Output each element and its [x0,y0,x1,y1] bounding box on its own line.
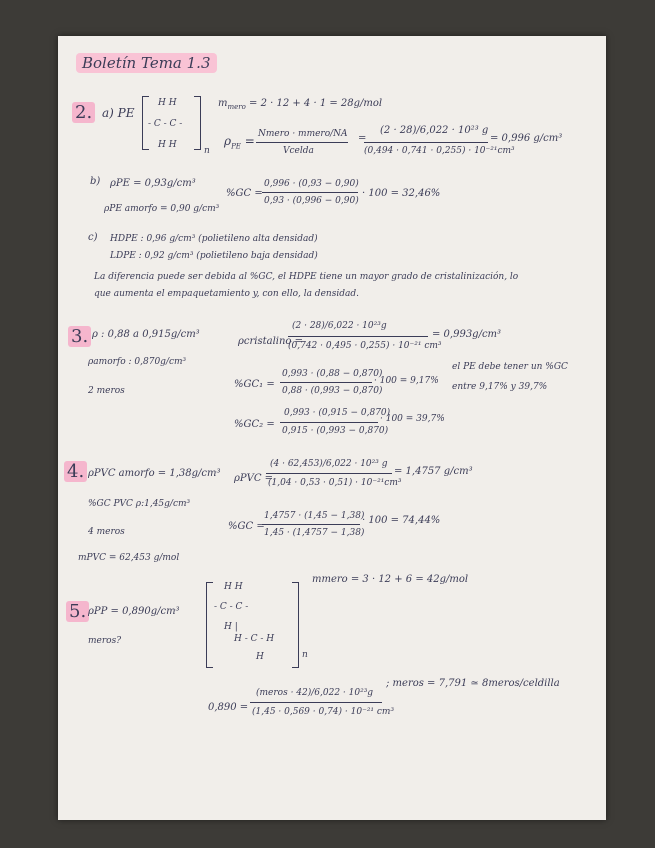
q4-gc-den: 1,45 · (1,4757 − 1,38) [264,528,365,538]
fraction-bar [288,336,428,337]
q2b-num: 0,996 · (0,93 − 0,90) [264,179,359,189]
q2-frac2-den: (0,494 · 0,741 · 0,255) · 10⁻²¹cm³ [364,146,515,156]
fraction-bar [262,524,360,525]
q3-gc2-label: %GC₂ = [234,419,275,430]
q3-gc1-result: · 100 = 9,17% [374,376,439,386]
q3-meros: 2 meros [88,386,125,396]
q3-gc2-den: 0,915 · (0,993 − 0,870) [282,426,389,436]
q3-cris-result: = 0,993g/cm³ [432,329,502,340]
q2b-den: 0,93 · (0,996 − 0,90) [264,196,359,206]
q5-meros-question: meros? [88,636,122,646]
q3-gc2-result: · 100 = 39,7% [380,414,445,424]
question-3-number: 3. [68,326,91,347]
q4-gc-label: %GC = [228,521,265,532]
q2-frac2-num: (2 · 28)/6,022 · 10²³ g [380,125,489,136]
q2b-rho: ρPE = 0,93g/cm³ [110,178,196,189]
q3-cris-num: (2 · 28)/6,022 · 10²³g [292,321,387,331]
q4-gc-num: 1,4757 · (1,45 − 1,38) [264,511,365,521]
q2-mmero: $m_{mero} = 2 \cdot 12 + 4 \cdot 1 = 28g/mol$ [218,98,383,111]
q5-mmero: mmero = 3 · 12 + 6 = 42g/mol [312,574,469,585]
q2c-ldpe: LDPE : 0,92 g/cm³ (polietileno baja densidad) [110,251,318,261]
q2-eq2: = [358,133,367,144]
q5-result: ; meros = 7,791 ≃ 8meros/celdilla [386,678,560,689]
q4-gc-result: · 100 = 74,44% [362,515,441,526]
pp-structure-r2: - C - C - [214,602,249,612]
pp-structure-r1: H H [224,582,243,592]
q3-amorfo: ρamorfo : 0,870g/cm³ [88,357,187,367]
fraction-bar [262,192,358,193]
pp-structure-sub: n [302,650,308,660]
q2-frac1-num: Nmero · mmero/NA [258,129,348,139]
q4-result: = 1,4757 g/cm³ [394,466,473,477]
fraction-bar [280,422,378,423]
q2c-text-1: La diferencia puede ser debida al %GC, el HDPE tiene un mayor grado de cristalinización, lo [94,272,519,282]
page-title: Boletín Tema 1.3 [76,54,217,72]
notebook-page [58,36,606,820]
fraction-bar [256,142,348,143]
q2-rho-label: $\rho_{PE}$ = [224,134,255,151]
q2a-label: a) PE [102,106,135,120]
pp-structure-r5: H [256,652,264,662]
q2c-text-2: que aumenta el empaquetamiento y, con ello, la densidad. [94,289,359,299]
q2b-gc-label: %GC = [226,188,263,199]
bracket-right [194,96,201,150]
pp-structure-r4: H - C - H [234,634,275,644]
q4-mpvc: mPVC = 62,453 g/mol [78,553,180,563]
q2c-label: c) [88,232,98,243]
q4-meros: 4 meros [88,527,125,537]
q2-result: = 0,996 g/cm³ [490,133,563,144]
pe-structure-mid: - C - C - [148,119,183,129]
fraction-bar [280,382,372,383]
question-5-number: 5. [66,601,89,622]
q2b-amorfo: ρPE amorfo = 0,90 g/cm³ [104,204,220,214]
q5-den: (1,45 · 0,569 · 0,74) · 10⁻²¹ cm³ [252,707,395,717]
q5-rho: ρPP = 0,890g/cm³ [88,606,180,617]
q4-gc-pvc: %GC PVC ρ:1,45g/cm³ [88,499,191,509]
fraction-bar [250,702,382,703]
pe-structure-sub: n [204,146,210,156]
q2-frac1-den: Vcelda [283,146,314,156]
q4-den: (1,04 · 0,53 · 0,51) · 10⁻²¹cm³ [268,478,402,488]
q4-rho-amorfo: ρPVC amorfo = 1,38g/cm³ [88,468,221,479]
q3-gc1-den: 0,88 · (0,993 − 0,870) [282,386,383,396]
q3-cris-label: ρcristalino = [238,336,303,347]
q4-num: (4 · 62,453)/6,022 · 10²³ g [270,459,388,469]
q3-gc2-num: 0,993 · (0,915 − 0,870) [284,408,391,418]
q3-gc1-label: %GC₁ = [234,379,275,390]
q3-note-1: el PE debe tener un %GC [452,362,568,372]
q2b-label: b) [90,176,101,187]
q3-cris-den: (0,742 · 0,495 · 0,255) · 10⁻²¹ cm³ [288,341,442,351]
pp-structure-r3: H | [224,622,238,632]
question-4-number: 4. [64,461,87,482]
pe-structure-top: H H [158,98,177,108]
question-2-number: 2. [72,102,95,123]
bracket-left [206,582,213,668]
q5-lhs: 0,890 = [208,702,249,713]
fraction-bar [364,142,488,143]
bracket-right [292,582,299,668]
q2c-hdpe: HDPE : 0,96 g/cm³ (polietileno alta densidad) [110,234,318,244]
q2b-result: · 100 = 32,46% [362,188,441,199]
q4-rho-label: ρPVC = [234,473,274,484]
q3-rho: ρ : 0,88 a 0,915g/cm³ [92,329,200,340]
q3-gc1-num: 0,993 · (0,88 − 0,870) [282,369,383,379]
pe-structure-bot: H H [158,140,177,150]
q3-note-2: entre 9,17% y 39,7% [452,382,548,392]
q5-num: (meros · 42)/6,022 · 10²³g [256,688,374,698]
fraction-bar [266,473,392,474]
